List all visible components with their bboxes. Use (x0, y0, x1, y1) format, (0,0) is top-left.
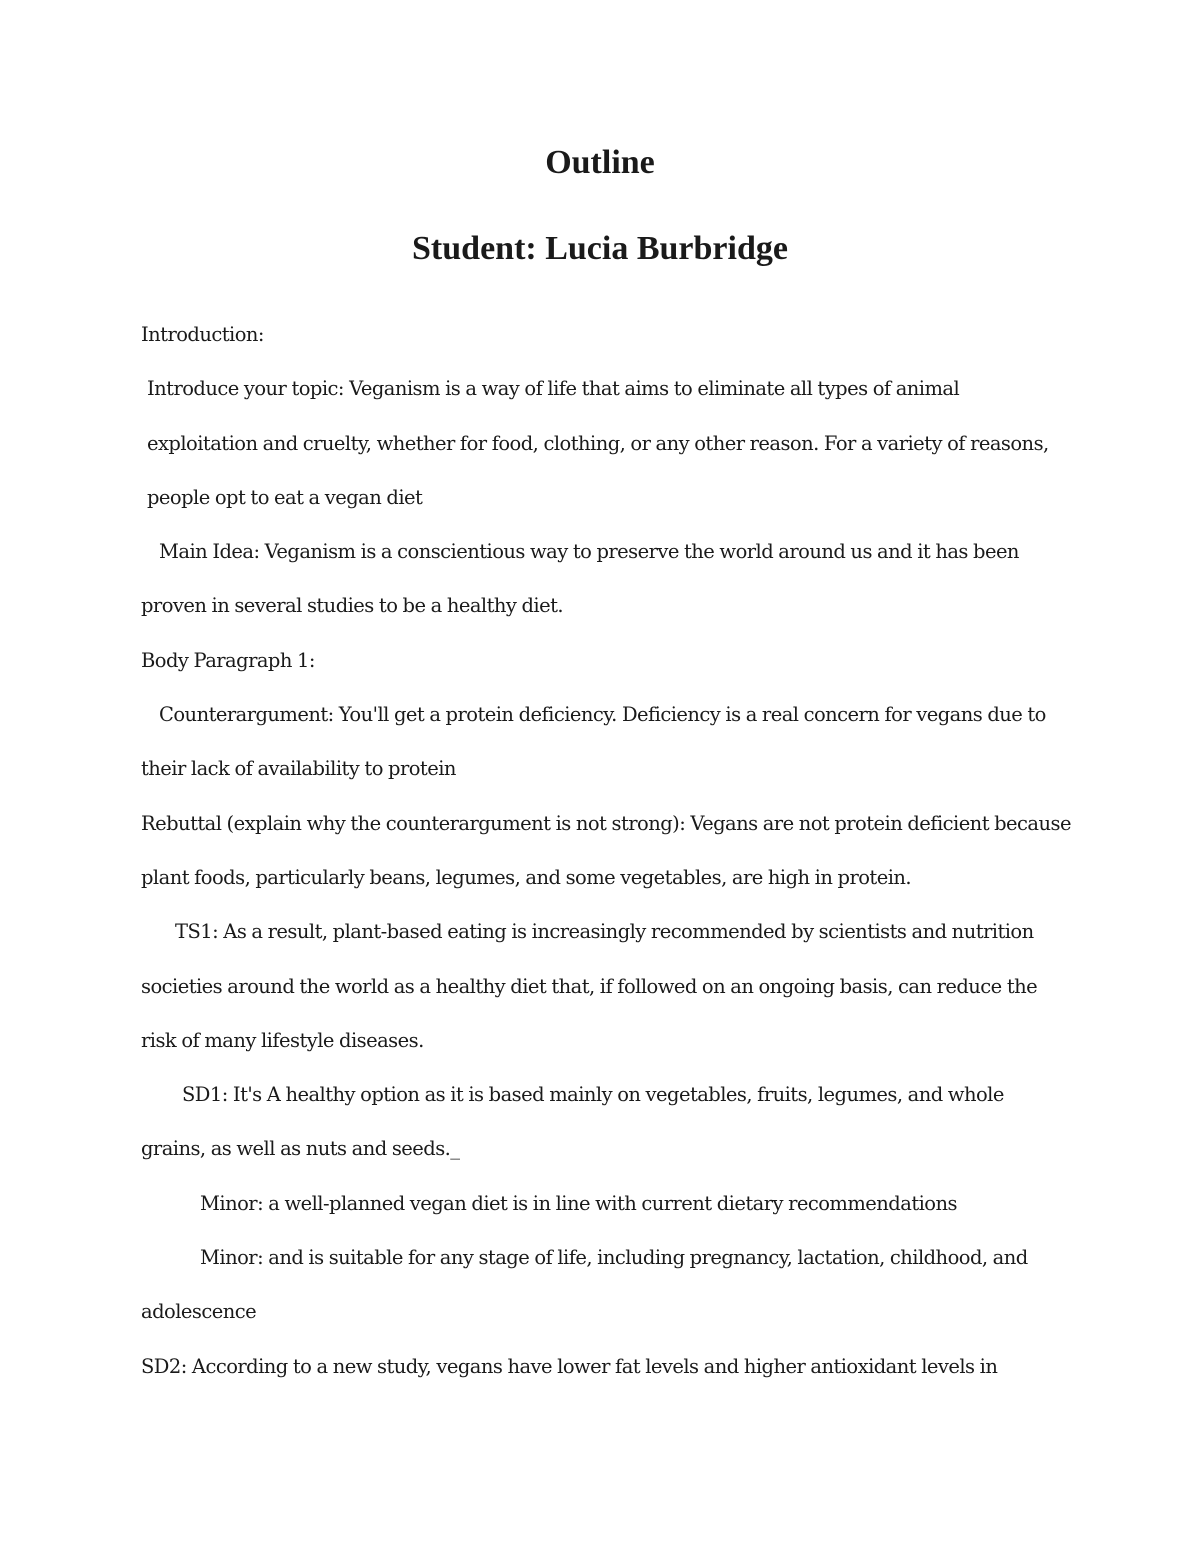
paragraph-ts1: TS1: As a result, plant-based eating is increasingly recommended by scientists and nutrition societies around the world as a healthy diet that, if followed on an ongoing basis, can reduce the risk of many lifestyle diseases. (141, 920, 1038, 1052)
document-title: Outline (545, 144, 655, 181)
student-name-heading: Student: Lucia Burbridge (412, 230, 788, 267)
paragraph-sd2: SD2: According to a new study, vegans have lower fat levels and higher antioxidant levels in (141, 1354, 998, 1378)
paragraph-introduce-topic: Introduce your topic: Veganism is a way of life that aims to eliminate all types of animal exploitation and cruelty, whether for food, clothing, or any other reason. For a variety of reasons, people opt to eat a vegan diet (147, 377, 1049, 509)
section-heading-introduction: Introduction: (141, 323, 264, 346)
paragraph-minor-1: Minor: a well-planned vegan diet is in line with current dietary recommendations (200, 1191, 957, 1215)
paragraph-main-idea: Main Idea: Veganism is a conscientious way to preserve the world around us and it has been proven in several studies to be a healthy diet. (141, 540, 1019, 618)
paragraph-sd1: SD1: It's A healthy option as it is based mainly on vegetables, fruits, legumes, and whole grains, as well as nuts and seeds._ (141, 1083, 1004, 1161)
paragraph-rebuttal: Rebuttal (explain why the counterargument is not strong): Vegans are not protein deficient because plant foods, particularly beans, legumes, and some vegetables, are high in protein. (141, 811, 1071, 889)
document-body (141, 308, 1071, 1394)
paragraph-counterargument: Counterargument: You'll get a protein deficiency. Deficiency is a real concern for vegans due to their lack of availability to protein (141, 703, 1046, 781)
paragraph-minor-2: Minor: and is suitable for any stage of life, including pregnancy, lactation, childhood, and adolescence (141, 1246, 1028, 1324)
section-heading-body-paragraph-1: Body Paragraph 1: (141, 648, 315, 672)
